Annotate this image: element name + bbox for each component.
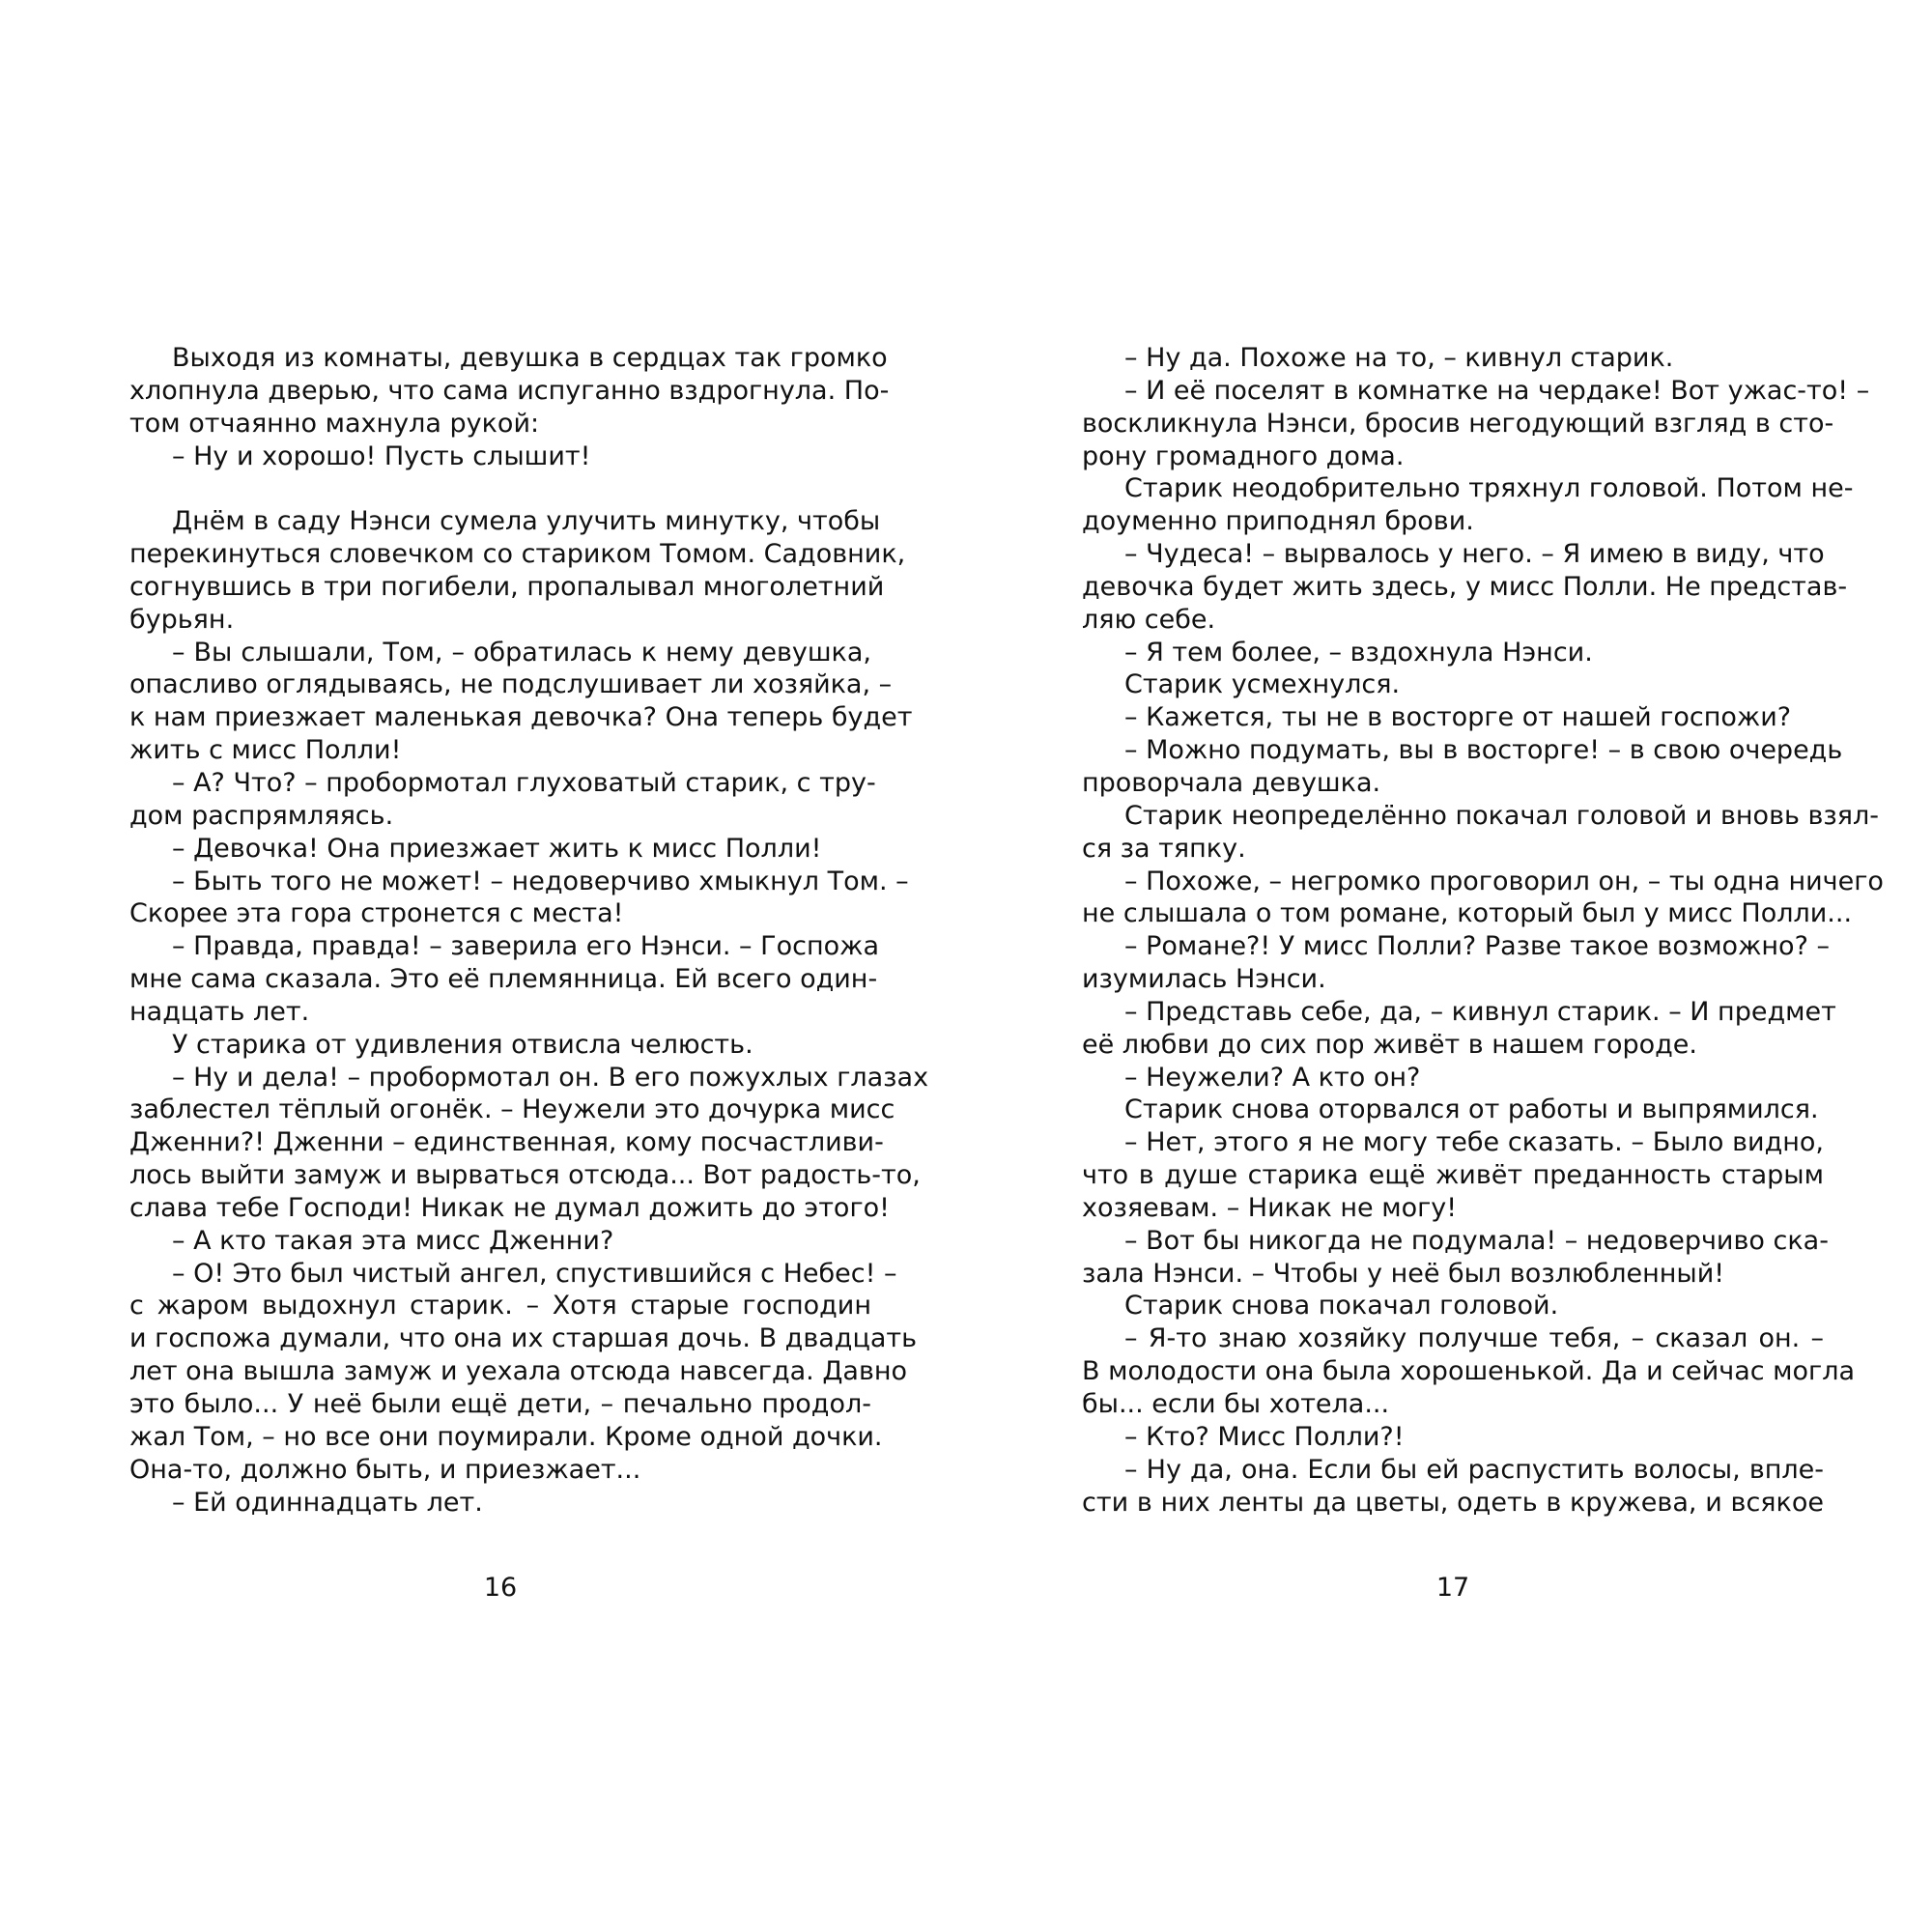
left-text-line: – О! Это был чистый ангел, спустившийся с Небес! –: [172, 1258, 897, 1289]
left-text-line: согнувшись в три погибели, пропалывал многолетний: [129, 571, 885, 602]
right-text-line: – Представь себе, да, – кивнул старик. – И предмет: [1124, 996, 1836, 1027]
right-text-line: Старик неодобрительно тряхнул головой. Потом не-: [1124, 473, 1854, 504]
left-text-line: жал Том, – но все они поумирали. Кроме одной дочки.: [129, 1421, 883, 1452]
right-text-line: зала Нэнси. – Чтобы у неё был возлюбленный!: [1082, 1258, 1725, 1289]
left-text-line: Она-то, должно быть, и приезжает...: [129, 1454, 641, 1485]
left-text-line: и госпожа думали, что она их старшая дочь. В двадцать: [129, 1323, 918, 1354]
right-text-line: – Можно подумать, вы в восторге! – в свою очередь: [1124, 735, 1843, 766]
right-text-line: – Ну да. Похоже на то, – кивнул старик.: [1124, 343, 1674, 373]
left-text-line: с жаром выдохнул старик. – Хотя старые господин: [129, 1291, 871, 1321]
left-text-line: лось выйти замуж и вырваться отсюда... Вот радость-то,: [129, 1160, 921, 1191]
right-text-line: рону громадного дома.: [1082, 440, 1405, 471]
left-text-line: жить с мисс Полли!: [129, 735, 402, 766]
left-text-line: Выходя из комнаты, девушка в сердцах так громко: [172, 343, 888, 373]
left-text-line: – Быть того не может! – недоверчиво хмыкнул Том. –: [172, 866, 909, 896]
right-text-line: изумилась Нэнси.: [1082, 964, 1326, 995]
left-text-line: – Ей одиннадцать лет.: [172, 1487, 483, 1518]
left-text-line: – А? Что? – пробормотал глуховатый старик, с тру-: [172, 767, 876, 798]
left-text-line: слава тебе Господи! Никак не думал дожить до этого!: [129, 1192, 890, 1223]
right-text-line: бы... если бы хотела...: [1082, 1389, 1390, 1419]
right-text-line: – И её поселят в комнатке на чердаке! Вот ужас-то! –: [1124, 375, 1870, 406]
right-text-line: ся за тяпку.: [1082, 833, 1246, 864]
left-text-line: опасливо оглядываясь, не подслушивает ли хозяйка, –: [129, 669, 893, 700]
right-text-line: – Я-то знаю хозяйку получше тебя, – сказал он. –: [1124, 1323, 1824, 1354]
right-text-line: – Чудеса! – вырвалось у него. – Я имею в виду, что: [1124, 539, 1825, 570]
left-text-line: У старика от удивления отвисла челюсть.: [172, 1029, 753, 1060]
right-page-text: [1082, 342, 1884, 1519]
right-text-line: проворчала девушка.: [1082, 767, 1381, 798]
right-text-line: воскликнула Нэнси, бросив негодующий взгляд в сто-: [1082, 408, 1834, 439]
left-text-line: Дженни?! Дженни – единственная, кому посчастливи-: [129, 1127, 884, 1158]
right-text-line: – Вот бы никогда не подумала! – недоверчиво ска-: [1124, 1225, 1829, 1256]
left-text-line: – Ну и дела! – пробормотал он. В его пожухлых глазах: [172, 1062, 929, 1093]
right-text-line: Старик неопределённо покачал головой и вновь взял-: [1124, 800, 1879, 831]
left-text-line: – Ну и хорошо! Пусть слышит!: [172, 440, 591, 471]
right-text-line: Старик снова покачал головой.: [1124, 1291, 1559, 1321]
left-text-line: перекинуться словечком со стариком Томом. Садовник,: [129, 539, 906, 570]
left-text-line: бурьян.: [129, 604, 235, 635]
right-text-line: что в душе старика ещё живёт преданность старым: [1082, 1160, 1824, 1191]
left-text-line: это было... У неё были ещё дети, – печально продол-: [129, 1389, 871, 1419]
left-text-line: – Девочка! Она приезжает жить к мисс Полли!: [172, 833, 822, 864]
right-text-line: ляю себе.: [1082, 604, 1216, 635]
left-page-text: [129, 342, 929, 1519]
left-text-line: том отчаянно махнула рукой:: [129, 408, 540, 439]
right-text-line: не слышала о том романе, который был у мисс Полли...: [1082, 898, 1853, 929]
left-page-number: 16: [483, 1573, 518, 1603]
right-text-line: её любви до сих пор живёт в нашем городе.: [1082, 1029, 1697, 1060]
right-text-line: – Романе?! У мисс Полли? Разве такое возможно? –: [1124, 931, 1830, 962]
right-text-line: хозяевам. – Никак не могу!: [1082, 1192, 1458, 1223]
right-text-line: – Кажется, ты не в восторге от нашей госпожи?: [1124, 702, 1792, 733]
left-text-line: – Вы слышали, Том, – обратилась к нему девушка,: [172, 637, 871, 668]
right-text-line: – Кто? Мисс Полли?!: [1124, 1421, 1405, 1452]
left-text-line: дом распрямляясь.: [129, 800, 394, 831]
left-text-line: – Правда, правда! – заверила его Нэнси. – Госпожа: [172, 931, 879, 962]
left-text-line: заблестел тёплый огонёк. – Неужели это дочурка мисс: [129, 1094, 895, 1125]
left-text-line: надцать лет.: [129, 996, 310, 1027]
right-text-line: – Я тем более, – вздохнула Нэнси.: [1124, 637, 1593, 668]
left-text-line: Скорее эта гора стронется с места!: [129, 898, 624, 929]
left-text-line: [129, 472, 871, 505]
right-text-line: Старик усмехнулся.: [1124, 669, 1401, 700]
left-text-line: Днём в саду Нэнси сумела улучить минутку, чтобы: [172, 506, 881, 537]
right-text-line: Старик снова оторвался от работы и выпрямился.: [1124, 1094, 1819, 1125]
left-text-line: мне сама сказала. Это её племянница. Ей всего один-: [129, 964, 878, 995]
right-text-line: сти в них ленты да цветы, одеть в кружева, и всякое: [1082, 1487, 1824, 1518]
left-text-line: лет она вышла замуж и уехала отсюда навсегда. Давно: [129, 1356, 908, 1387]
left-text-line: хлопнула дверью, что сама испуганно вздрогнула. По-: [129, 375, 890, 406]
right-text-line: девочка будет жить здесь, у мисс Полли. Не представ-: [1082, 571, 1848, 602]
right-page-number: 17: [1435, 1573, 1470, 1603]
right-text-line: В молодости она была хорошенькой. Да и сейчас могла: [1082, 1356, 1856, 1387]
right-text-line: – Неужели? А кто он?: [1124, 1062, 1421, 1093]
right-text-line: – Ну да, она. Если бы ей распустить волосы, впле-: [1124, 1454, 1824, 1485]
left-text-line: – А кто такая эта мисс Дженни?: [172, 1225, 614, 1256]
left-text-line: к нам приезжает маленькая девочка? Она теперь будет: [129, 702, 913, 733]
right-text-line: доуменно приподнял брови.: [1082, 506, 1474, 537]
right-text-line: – Похоже, – негромко проговорил он, – ты одна ничего: [1124, 866, 1884, 896]
right-text-line: – Нет, этого я не могу тебе сказать. – Было видно,: [1124, 1127, 1824, 1158]
